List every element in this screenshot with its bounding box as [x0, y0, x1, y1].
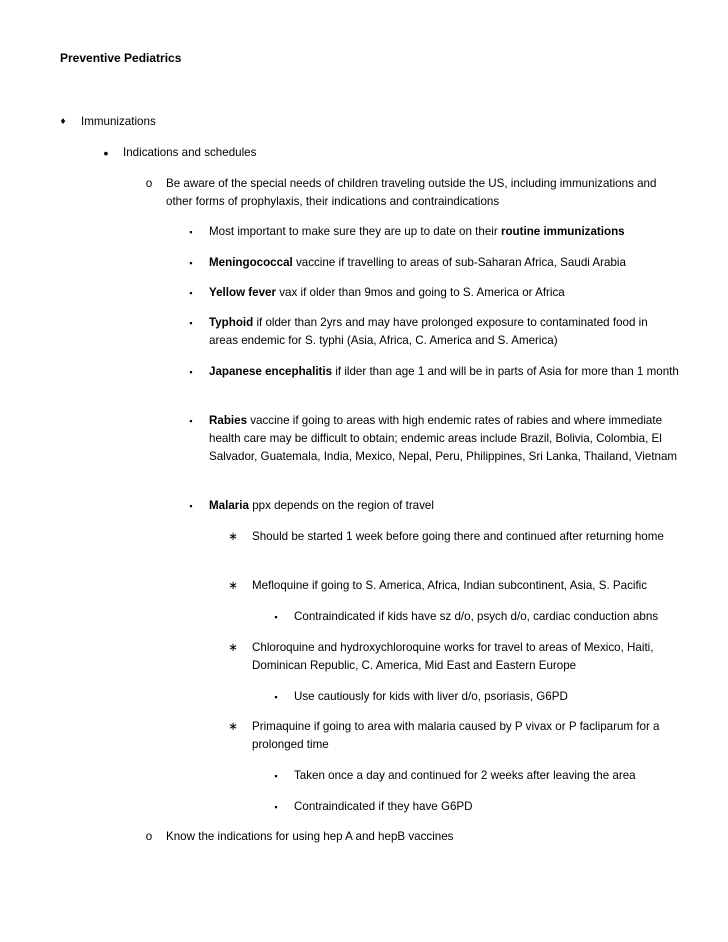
- square-bullet-icon: ▪: [189, 367, 193, 377]
- square-bullet-icon: ▪: [189, 288, 193, 298]
- list-item-chloroquine: Chloroquine and hydroxychloroquine works for travel to areas of Mexico, Haiti, Dominican Republic, C. America, Mid East and Eastern Europe: [252, 641, 654, 672]
- square-bullet-icon: ▪: [274, 692, 278, 702]
- list-item-mefloquine-contraindication: Contraindicated if kids have sz d/o, psych d/o, cardiac conduction abns: [294, 610, 659, 623]
- disc-bullet-icon: •: [103, 145, 109, 161]
- list-item-primaquine: Primaquine if going to area with malaria caused by P vivax or P facliparum for a prolonged time: [252, 720, 660, 751]
- page-title: Preventive Pediatrics: [60, 51, 182, 65]
- asterisk-bullet-icon: ∗: [228, 641, 238, 654]
- list-item-malaria-timing: Should be started 1 week before going there and continued after returning home: [252, 530, 664, 543]
- list-item-travel-needs: Be aware of the special needs of children traveling outside the US, including immunizations and other forms of prophylaxis, their indications and contraindications: [166, 177, 657, 208]
- square-bullet-icon: ▪: [189, 416, 193, 426]
- list-item-hep-vaccines: Know the indications for using hep A and hepB vaccines: [166, 830, 454, 843]
- list-item-typhoid: Typhoid if older than 2yrs and may have prolonged exposure to contaminated food in areas endemic for S. typhi (Asia, Africa, C. America and S. America): [209, 316, 648, 347]
- circle-bullet-icon: o: [145, 830, 153, 843]
- asterisk-bullet-icon: ∗: [228, 720, 238, 733]
- square-bullet-icon: ▪: [274, 771, 278, 781]
- list-item-rabies: Rabies vaccine if going to areas with high endemic rates of rabies and where immediate health care may be difficult to obtain; endemic areas include Brazil, Bolivia, Colombia, El Salvador, Guatemala, India, Mexico, Nepal, Peru, Philippines, Sri Lanka, Thailand, Vietnam: [209, 414, 678, 463]
- asterisk-bullet-icon: ∗: [228, 579, 238, 592]
- list-item-routine: Most important to make sure they are up to date on their routine immunizations: [209, 225, 625, 238]
- list-item-malaria: Malaria ppx depends on the region of travel: [209, 499, 434, 512]
- square-bullet-icon: ▪: [274, 802, 278, 812]
- asterisk-bullet-icon: ∗: [228, 530, 238, 543]
- subsection-indications: Indications and schedules: [123, 146, 257, 159]
- list-item-mefloquine: Mefloquine if going to S. America, Africa, Indian subcontinent, Asia, S. Pacific: [252, 579, 648, 592]
- list-item-japanese-encephalitis: Japanese encephalitis if ilder than age 1 and will be in parts of Asia for more than 1 month: [209, 365, 679, 378]
- list-item-primaquine-dosing: Taken once a day and continued for 2 weeks after leaving the area: [294, 769, 636, 782]
- square-bullet-icon: ▪: [189, 227, 193, 237]
- square-bullet-icon: ▪: [189, 318, 193, 328]
- square-bullet-icon: ▪: [274, 612, 278, 622]
- list-item-meningococcal: Meningococcal vaccine if travelling to areas of sub-Saharan Africa, Saudi Arabia: [209, 256, 626, 269]
- diamond-bullet-icon: ♦: [60, 116, 66, 127]
- list-item-yellow-fever: Yellow fever vax if older than 9mos and going to S. America or Africa: [209, 286, 565, 299]
- list-item-primaquine-contraindication: Contraindicated if they have G6PD: [294, 800, 473, 813]
- square-bullet-icon: ▪: [189, 501, 193, 511]
- section-heading-immunizations: Immunizations: [81, 115, 156, 128]
- list-item-chloroquine-caution: Use cautiously for kids with liver d/o, psoriasis, G6PD: [294, 690, 568, 703]
- circle-bullet-icon: o: [145, 177, 153, 190]
- square-bullet-icon: ▪: [189, 258, 193, 268]
